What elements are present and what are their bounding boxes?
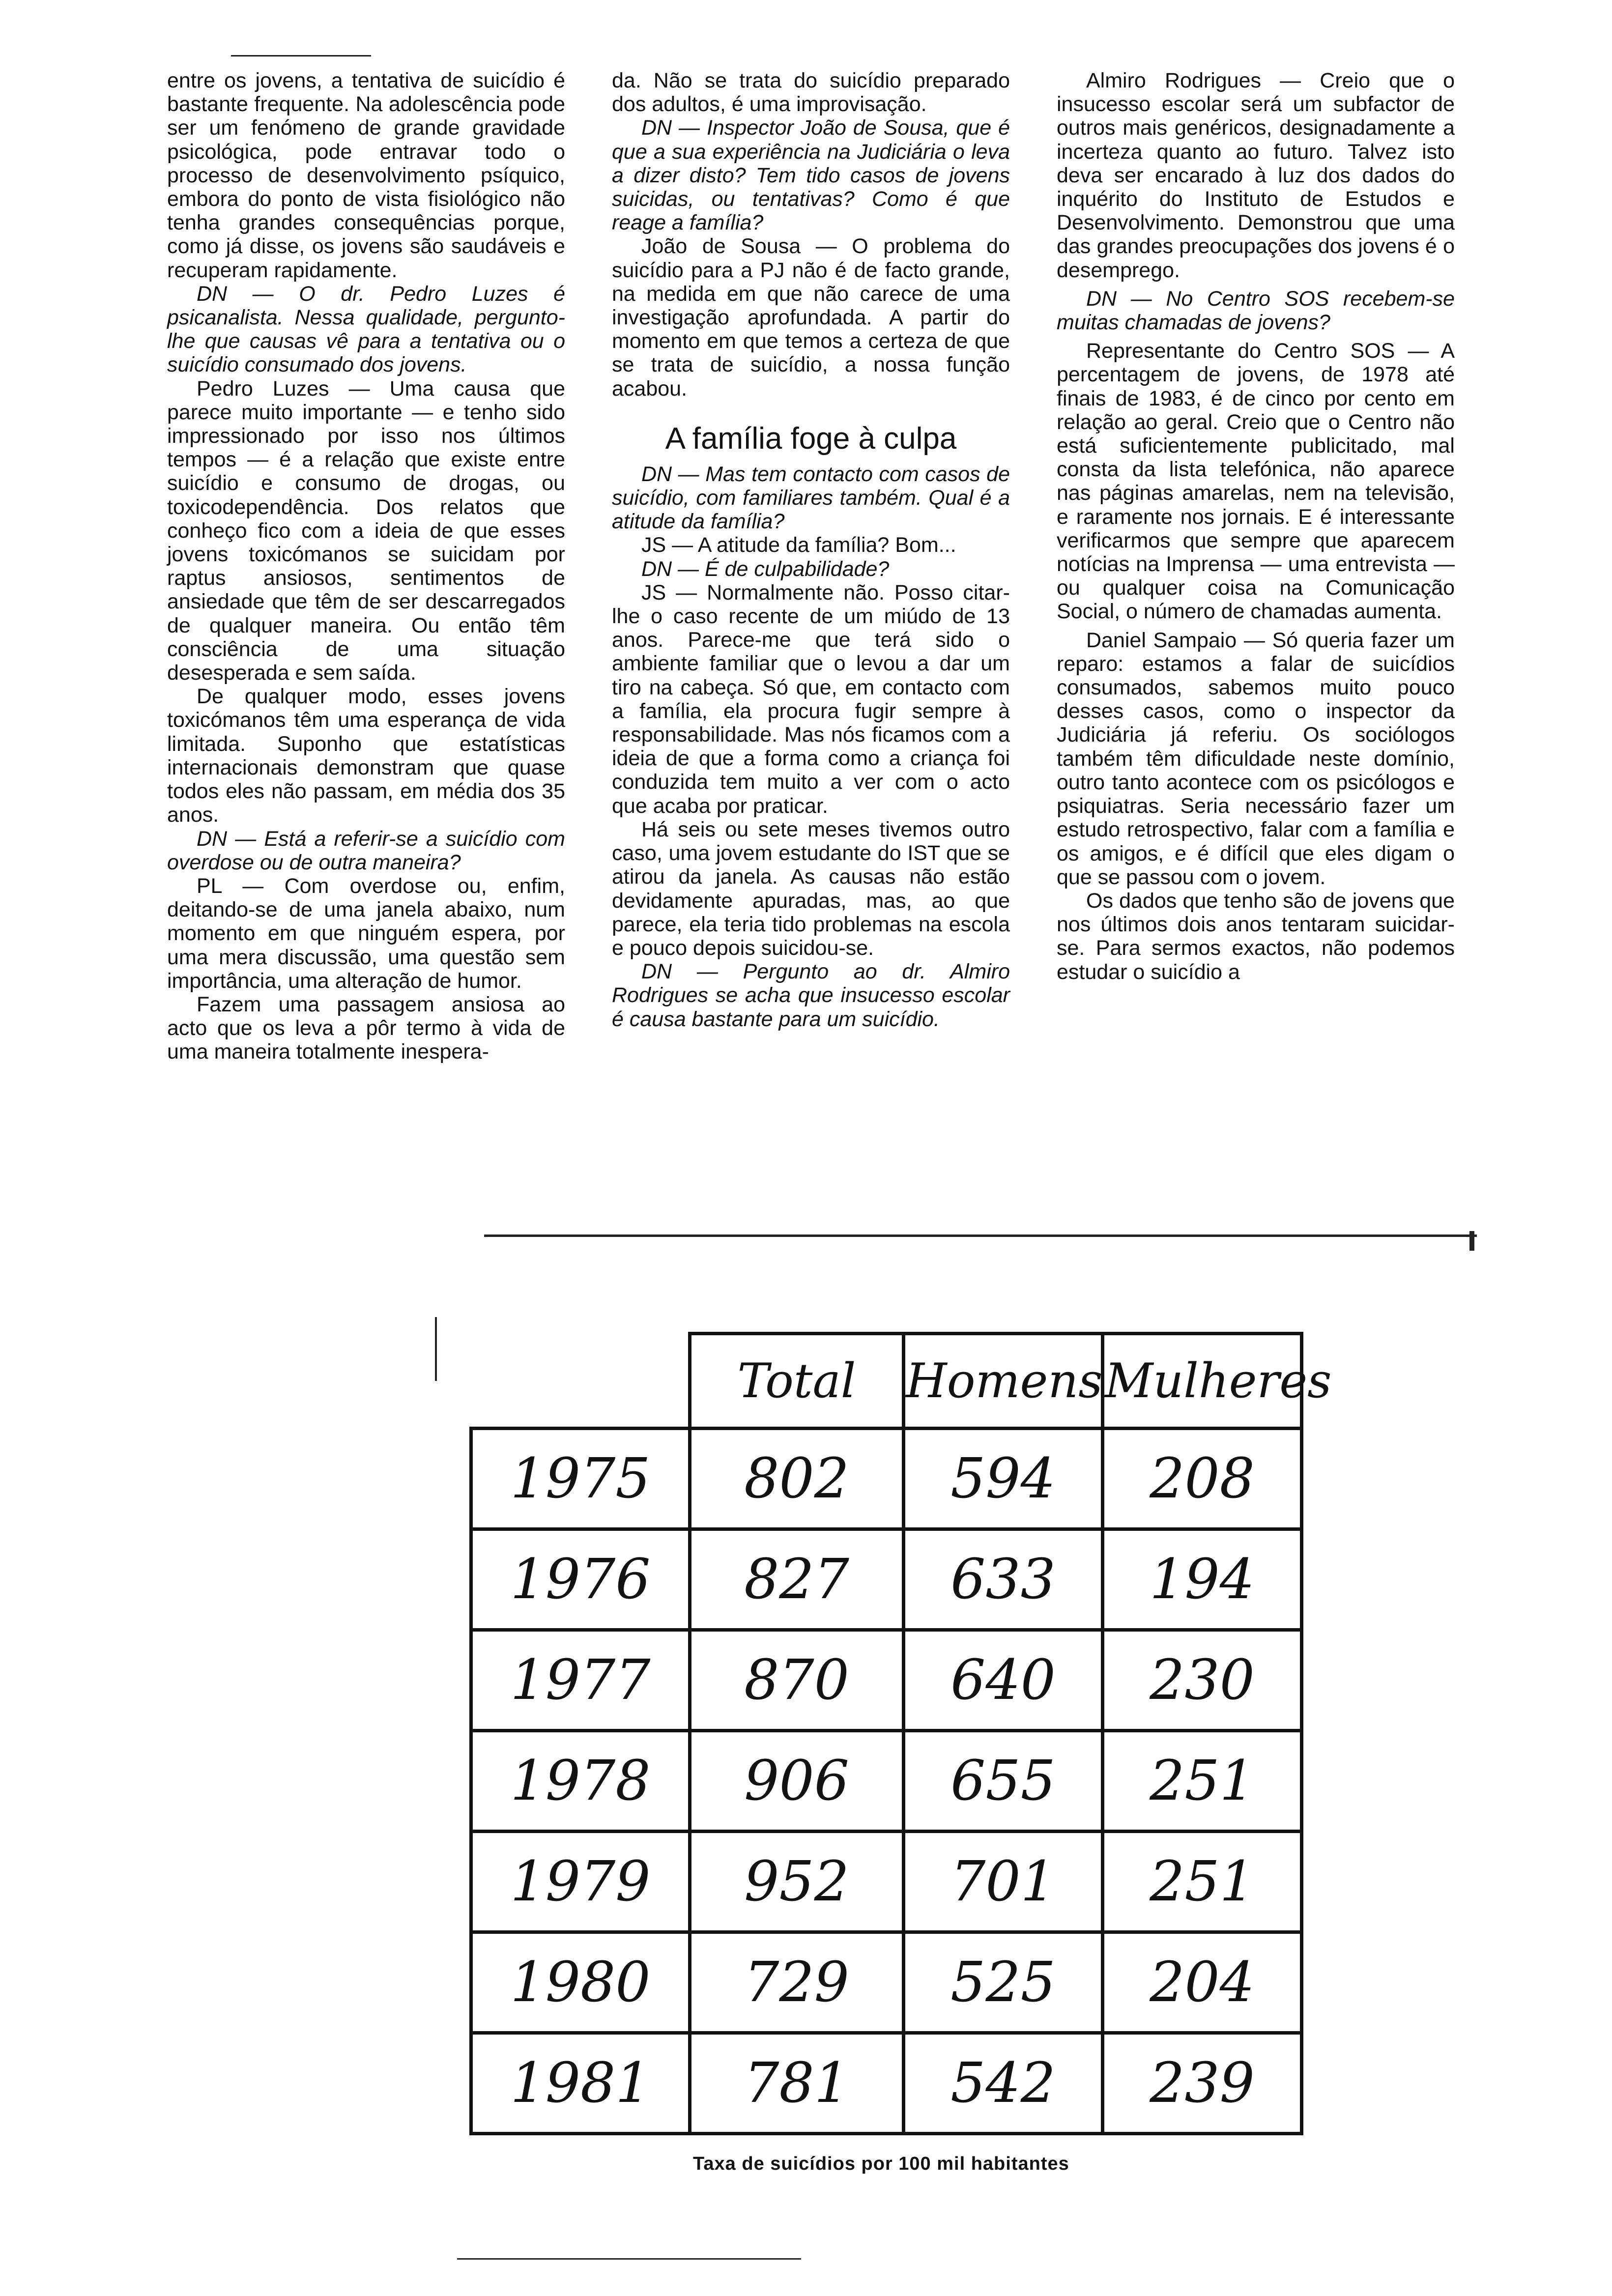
page-bottom-rule [457,2258,801,2260]
table-row [471,1832,1302,1932]
table-left-rule [435,1317,437,1381]
table-cell: 542 [904,2033,1103,2134]
table-cell: 230 [1103,1630,1302,1731]
paragraph: De qualquer modo, esses jovens toxicómanos têm uma esperança de vida limitada. Suponho que estatísticas internacionais demonstram que quase todos eles não passam, em média dos 35 anos. [167,685,565,827]
table-cell: 594 [904,1429,1103,1529]
paragraph: da. Não se trata do suicídio preparado dos adultos, é uma improvisação. [612,69,1010,116]
paragraph: JS — A atitude da família? Bom... [641,533,956,557]
article-column-3 [1057,69,1455,984]
table-cell: 1981 [471,2033,690,2134]
table-row [471,1630,1302,1731]
question-paragraph: DN — É de culpabilidade? [641,557,890,581]
question-paragraph: DN — O dr. Pedro Luzes é psicanalista. Nessa qualidade, pergunto-lhe que causas vê para a tentativa ou o suicídio consumado dos jovens. [167,282,565,377]
table-cell: 640 [904,1630,1103,1731]
table-header-cell: Mulheres [1103,1334,1302,1429]
article-column-2 [612,69,1010,1031]
table-cell: 525 [904,1932,1103,2033]
table-header-cell: Homens [904,1334,1103,1429]
question-paragraph: DN — Está a referir-se a suicídio com overdose ou de outra maneira? [167,827,565,874]
table-cell: 1976 [471,1529,690,1630]
table-cell: 802 [690,1429,904,1529]
table-cell: 633 [904,1529,1103,1630]
table-header-cell [471,1334,690,1429]
table-cell: 781 [690,2033,904,2134]
question-paragraph: DN — Inspector João de Sousa, que é que a sua experiência na Judiciária o leva a dizer disto? Tem tido casos de jovens suicidas, ou tentativas? Como é que reage a família? [612,116,1010,235]
paragraph: Almiro Rodrigues — Creio que o insucesso escolar será um subfactor de outros mais genéricos, designadamente a incerteza quanto ao futuro. Talvez isto deva ser encarado à luz dos dados do inquérito do Instituto de Estudos e Desenvolvimento. Demonstrou que uma das grandes preocupações dos jovens é o desemprego. [1057,69,1455,282]
table-row [471,1429,1302,1529]
table-cell: 194 [1103,1529,1302,1630]
table-row [471,1731,1302,1832]
table-row [471,1932,1302,2033]
paragraph: Pedro Luzes — Uma causa que parece muito importante — e tenho sido impressionado por isso nos últimos tempos — é a relação que existe entre suicídio e consumo de drogas, ou toxicodependência. Dos relatos que conheço fico com a ideia de que esses jovens toxicómanos se suicidam por raptus ansiosos, sentimentos de ansiedade que têm de ser descarregados de qualquer maneira. Ou então têm consciência de uma situação desesperada e sem saída. [167,376,565,685]
question-paragraph: DN — Pergunto ao dr. Almiro Rodrigues se acha que insucesso escolar é causa bastante para um suicídio. [612,960,1010,1031]
article-column-1 [167,69,565,1064]
table-cell: 870 [690,1630,904,1731]
paragraph: PL — Com overdose ou, enfim, deitando-se de uma janela abaixo, num momento em que ninguém espera, por uma mera discussão, uma questão sem importância, uma alteração de humor. [167,874,565,993]
table-header-row [471,1334,1302,1429]
table-cell: 239 [1103,2033,1302,2134]
table-cell: 906 [690,1731,904,1832]
table-cell: 1977 [471,1630,690,1731]
question-paragraph: DN — Mas tem contacto com casos de suicídio, com familiares também. Qual é a atitude da família? [612,462,1010,534]
table-header-cell: Total [690,1334,904,1429]
paragraph: JS — Normalmente não. Posso citar-lhe o caso recente de um miúdo de 13 anos. Parece-me que terá sido o ambiente familiar que o levou a dar um tiro na cabeça. Só que, em contacto com a família, ela procura fugir sempre à responsabilidade. Mas nós ficamos com a ideia de que a forma como a criança foi conduzida tem muito a ver com o acto que acaba por praticar. [612,580,1010,818]
table-cell: 251 [1103,1832,1302,1932]
column-end-mark [1469,1231,1474,1251]
question-paragraph: DN — No Centro SOS recebem-se muitas chamadas de jovens? [1057,287,1455,335]
table-cell: 655 [904,1731,1103,1832]
table-cell: 1978 [471,1731,690,1832]
paragraph: entre os jovens, a tentativa de suicídio é bastante frequente. Na adolescência pode ser um fenómeno de grande gravidade psicológica, pode entravar todo o processo de desenvolvimento psíquico, embora do ponto de vista fisiológico não tenha grandes consequências porque, como já disse, os jovens são saudáveis e recuperam rapidamente. [167,69,565,282]
article-bottom-rule [484,1234,1477,1237]
table-cell: 208 [1103,1429,1302,1529]
paragraph: Daniel Sampaio — Só queria fazer um reparo: estamos a falar de suicídios consumados, sabemos muito pouco desses casos, como o inspector da Judiciária já referiu. Os sociólogos também têm dificuldade neste domínio, outro tanto acontece com os psicólogos e psiquiatras. Seria necessário fazer um estudo retrospectivo, falar com a família e os amigos, e é difícil que eles digam o que se passou com o jovem. [1057,628,1455,889]
table-cell: 204 [1103,1932,1302,2033]
table-cell: 827 [690,1529,904,1630]
paragraph: Fazem uma passagem ansiosa ao acto que os leva a pôr termo à vida de uma maneira totalmente inespera- [167,992,565,1064]
table-row [471,1529,1302,1630]
suicide-statistics-table [469,1332,1332,2148]
table-caption: Taxa de suicídios por 100 mil habitantes [693,2153,1069,2174]
top-left-rule [231,55,371,57]
table-cell: 251 [1103,1731,1302,1832]
table-cell: 1979 [471,1832,690,1932]
table-cell: 1975 [471,1429,690,1529]
paragraph: Os dados que tenho são de jovens que nos últimos dois anos tentaram suicidar-se. Para sermos exactos, não podemos estudar o suicídio a [1057,889,1455,984]
table-cell: 701 [904,1832,1103,1932]
table-cell: 1980 [471,1932,690,2033]
paragraph: Há seis ou sete meses tivemos outro caso, uma jovem estudante do IST que se atirou da janela. As causas não estão devidamente apuradas, mas, ao que parece, ela teria tido problemas na escola e pouco depois suicidou-se. [612,817,1010,960]
table-row [471,2033,1302,2134]
table-cell: 952 [690,1832,904,1932]
section-heading: A família foge à culpa [665,421,957,456]
table-cell: 729 [690,1932,904,2033]
paragraph: João de Sousa — O problema do suicídio para a PJ não é de facto grande, na medida em que não carece de uma investigação aprofundada. A partir do momento em que temos a certeza de que se trata de suicídio, a nossa função acabou. [612,234,1010,401]
paragraph: Representante do Centro SOS — A percentagem de jovens, de 1978 até finais de 1983, é de cinco por cento em relação ao geral. Creio que o Centro não está suficientemente publicitado, mal consta da lista telefónica, não aparece nas páginas amarelas, nem na televisão, e raramente nos jornais. E é interessante verificarmos que sempre que aparecem notícias na Imprensa — uma entrevista — ou qualquer coisa na Comunicação Social, o número de chamadas aumenta. [1057,339,1455,624]
